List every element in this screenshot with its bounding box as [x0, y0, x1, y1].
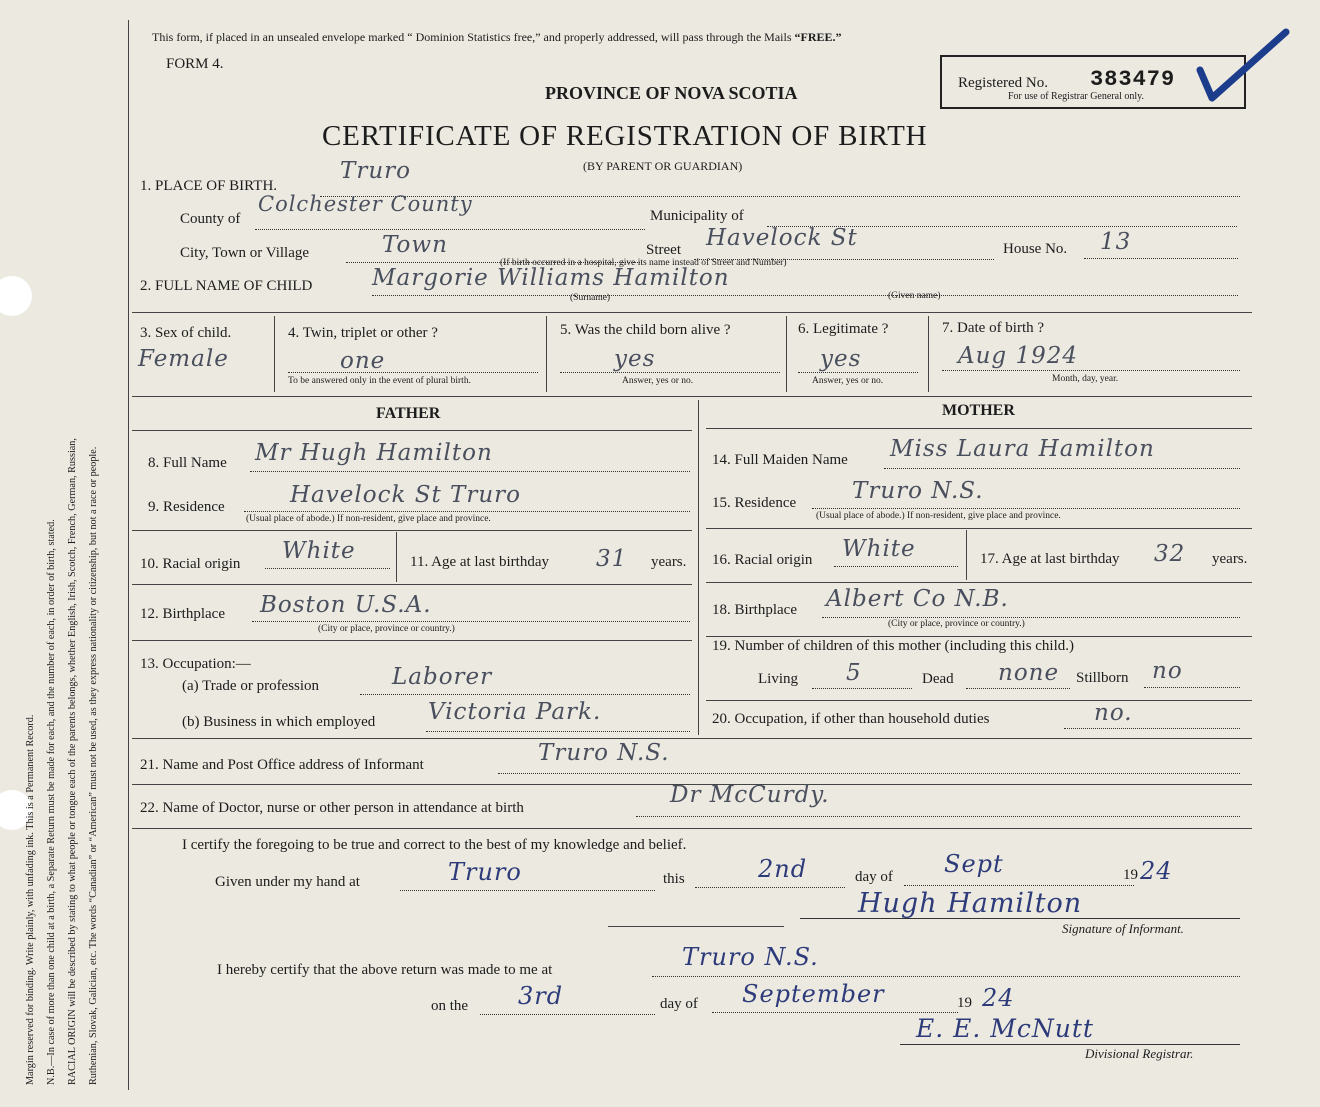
mother-occupation-label: 20. Occupation, if other than household duties	[712, 711, 990, 727]
father-name-label: 8. Full Name	[148, 455, 227, 471]
date-of-birth-note: Month, day, year.	[1052, 374, 1119, 384]
street-value: Havelock St	[706, 225, 858, 251]
given-name-note: (Given name)	[888, 291, 941, 301]
city-label: City, Town or Village	[180, 245, 310, 261]
postage-note-text: This form, if placed in an unsealed envelope marked “ Dominion Statistics free,” and properly addressed, will pass through the Mails	[152, 30, 792, 44]
father-birthplace-value: Boston U.S.A.	[260, 592, 432, 618]
margin-note-multiple-births: N.B.—In case of more than one child at a birth, a Separate Return must be made for each, and the number of each, in order of birth, stated.	[46, 519, 57, 1085]
father-residence-label: 9. Residence	[148, 499, 225, 515]
living-label: Living	[758, 671, 798, 687]
father-birthplace-note: (City or place, province or country.)	[318, 624, 455, 634]
mother-birthplace-label: 18. Birthplace	[712, 602, 797, 618]
mother-name-value: Miss Laura Hamilton	[890, 436, 1155, 462]
on-the-label: on the	[431, 998, 469, 1014]
certificate-subtitle: (BY PARENT OR GUARDIAN)	[583, 159, 743, 173]
mother-age-label: 17. Age at last birthday	[980, 551, 1120, 567]
registered-label: Registered No.	[958, 75, 1048, 91]
father-age-label: 11. Age at last birthday	[410, 554, 549, 570]
given-under-label: Given under my hand at	[215, 874, 360, 890]
house-number-label: House No.	[1003, 241, 1068, 257]
postage-free: “FREE.”	[794, 30, 842, 44]
informant-signature: Hugh Hamilton	[858, 888, 1083, 919]
date-of-birth-label: 7. Date of birth ?	[942, 320, 1045, 336]
twin-label: 4. Twin, triplet or other ?	[288, 325, 438, 341]
father-residence-note: (Usual place of abode.) If non-resident, give place and province.	[246, 514, 491, 524]
mother-name-label: 14. Full Maiden Name	[712, 452, 848, 468]
legitimate-value: yes	[820, 346, 862, 372]
mother-birthplace-value: Albert Co N.B.	[826, 586, 1009, 612]
certificate-title: CERTIFICATE OF REGISTRATION OF BIRTH	[322, 120, 928, 152]
hospital-note: (If birth occurred in a hospital, give its name instead of Street and Number)	[500, 258, 787, 268]
separator-line	[608, 926, 784, 927]
born-alive-label: 5. Was the child born alive ?	[560, 322, 731, 338]
registrar-year-value: 24	[982, 984, 1015, 1012]
margin-note-binding: Margin reserved for binding. Write plainly, with unfading ink. This is a Permanent Record.	[25, 714, 36, 1085]
county-label: County of	[180, 211, 241, 227]
checkmark-icon	[1196, 26, 1292, 104]
legitimate-label: 6. Legitimate ?	[798, 321, 889, 337]
informant-signature-label: Signature of Informant.	[1062, 921, 1184, 936]
county-value: Colchester County	[258, 192, 473, 216]
street-label: Street	[646, 242, 681, 258]
house-number-value: 13	[1100, 229, 1132, 255]
sex-label: 3. Sex of child.	[140, 325, 232, 341]
informant-label: 21. Name and Post Office address of Informant	[140, 757, 424, 773]
given-year-prefix: 19	[1123, 867, 1138, 883]
margin-note-racial-origin: RACIAL ORIGIN will be described by stating to what people or tongue each of the parents belongs, whether English, Irish, Scotch, French, German, Russian,	[67, 438, 78, 1085]
given-year-value: 24	[1140, 857, 1173, 885]
place-of-birth-label: 1. PLACE OF BIRTH.	[140, 178, 278, 194]
day-of-label: day of	[855, 869, 893, 885]
mother-occupation-value: no.	[1094, 700, 1133, 726]
registrar-label: Divisional Registrar.	[1085, 1046, 1194, 1061]
registrar-day-value: 3rd	[518, 982, 564, 1010]
sex-value: Female	[138, 346, 229, 372]
father-business-value: Victoria Park.	[428, 699, 602, 725]
twin-note: To be answered only in the event of plural birth.	[288, 376, 471, 386]
mother-birthplace-note: (City or place, province or country.)	[888, 619, 1025, 629]
municipality-label: Municipality of	[650, 208, 744, 224]
father-residence-value: Havelock St Truro	[290, 482, 522, 508]
father-racial-label: 10. Racial origin	[140, 556, 241, 572]
province-heading: PROVINCE OF NOVA SCOTIA	[545, 83, 798, 103]
margin-rule	[128, 20, 129, 1090]
mother-children-label: 19. Number of children of this mother (including this child.)	[712, 638, 1075, 654]
mother-heading: MOTHER	[942, 402, 1015, 419]
margin-note-racial-origin-cont: Ruthenian, Slovak, Galician, etc. The words “Canadian” or “American” must not be used, as they express nationality or citizenship, but not a race or people.	[88, 446, 99, 1085]
doctor-value: Dr McCurdy.	[670, 782, 830, 808]
city-value: Town	[382, 232, 448, 258]
mother-age-unit: years.	[1212, 551, 1248, 567]
father-birthplace-label: 12. Birthplace	[140, 606, 225, 622]
father-business-label: (b) Business in which employed	[182, 714, 376, 730]
father-age-unit: years.	[651, 554, 687, 570]
registered-number: 383479	[1090, 67, 1176, 92]
given-month-value: Sept	[944, 850, 1004, 878]
dead-value: none	[998, 660, 1060, 686]
given-day-value: 2nd	[758, 855, 808, 883]
father-racial-value: White	[282, 538, 356, 564]
postage-note	[152, 30, 842, 45]
mother-residence-note: (Usual place of abode.) If non-resident, give place and province.	[816, 511, 1061, 521]
twin-value: one	[340, 348, 386, 374]
registrar-year-prefix: 19	[957, 995, 972, 1011]
place-of-birth-value: Truro	[340, 158, 411, 184]
given-place-value: Truro	[448, 858, 522, 886]
informant-value: Truro N.S.	[538, 740, 670, 766]
child-name-label: 2. FULL NAME OF CHILD	[140, 278, 313, 294]
child-name-value: Margorie Williams Hamilton	[372, 265, 730, 291]
this-label: this	[663, 871, 685, 887]
surname-note: (Surname)	[570, 293, 611, 303]
father-occupation-label: 13. Occupation:—	[140, 656, 251, 672]
registrar-day-of-label: day of	[660, 996, 698, 1012]
living-value: 5	[846, 660, 862, 686]
born-alive-note: Answer, yes or no.	[622, 376, 694, 386]
stillborn-value: no	[1152, 658, 1183, 684]
born-alive-value: yes	[614, 346, 656, 372]
father-age-value: 31	[596, 546, 628, 572]
mother-residence-value: Truro N.S.	[852, 478, 984, 504]
mother-racial-label: 16. Racial origin	[712, 552, 813, 568]
father-trade-value: Laborer	[392, 664, 493, 690]
doctor-label: 22. Name of Doctor, nurse or other person in attendance at birth	[140, 800, 524, 816]
margin-notes	[20, 65, 104, 1085]
certify-statement: I certify the foregoing to be true and correct to the best of my knowledge and belief.	[182, 837, 687, 853]
registrar-month-value: September	[742, 980, 885, 1008]
registered-note: For use of Registrar General only.	[1008, 91, 1144, 102]
dead-label: Dead	[922, 671, 954, 687]
legitimate-note: Answer, yes or no.	[812, 376, 884, 386]
father-heading: FATHER	[376, 405, 441, 422]
stillborn-label: Stillborn	[1076, 670, 1129, 686]
center-divider	[698, 400, 699, 735]
mother-racial-value: White	[842, 536, 916, 562]
form-number: FORM 4.	[166, 56, 224, 72]
father-name-value: Mr Hugh Hamilton	[255, 440, 493, 466]
father-trade-label: (a) Trade or profession	[182, 678, 320, 694]
registrar-place-value: Truro N.S.	[682, 943, 819, 971]
registrar-signature: E. E. McNutt	[916, 1014, 1094, 1043]
date-of-birth-value: Aug 1924	[958, 343, 1078, 369]
mother-residence-label: 15. Residence	[712, 495, 797, 511]
mother-age-value: 32	[1154, 541, 1186, 567]
registrar-statement: I hereby certify that the above return was made to me at	[217, 962, 553, 978]
